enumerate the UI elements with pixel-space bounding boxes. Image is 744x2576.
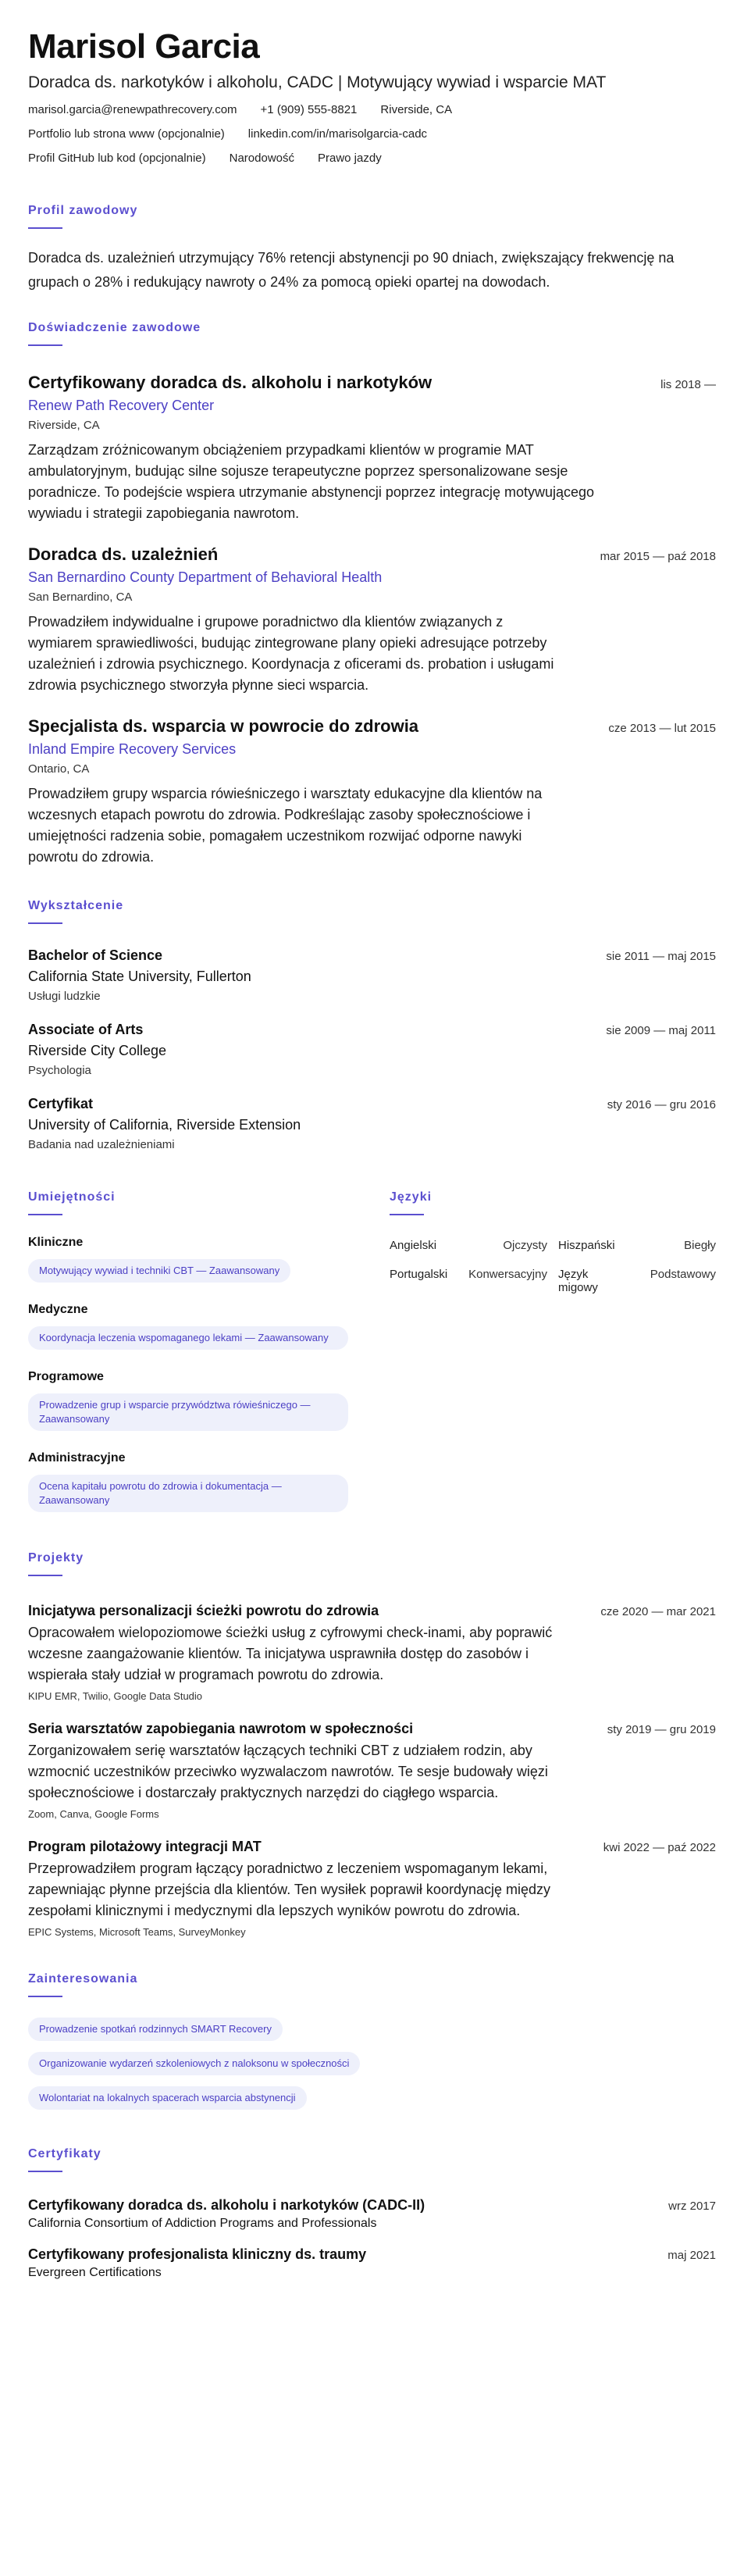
certificates-list xyxy=(28,2197,716,2280)
education-section xyxy=(28,899,716,1151)
project-tech: EPIC Systems, Microsoft Teams, SurveyMonkey xyxy=(28,1926,246,1939)
interests-list xyxy=(28,2018,716,2121)
project-tech: Zoom, Canva, Google Forms xyxy=(28,1808,159,1821)
language-name: Język migowy xyxy=(558,1268,598,1295)
job-company: San Bernardino County Department of Behavioral Health xyxy=(28,569,383,586)
languages-grid xyxy=(390,1239,716,1294)
contact-github[interactable]: Profil GitHub lub kod (opcjonalnie) xyxy=(28,152,206,166)
language-name: Angielski xyxy=(390,1239,437,1253)
experience-item xyxy=(28,373,716,524)
language-name: Hiszpański xyxy=(558,1239,615,1253)
education-degree: Associate of Arts xyxy=(28,1022,144,1038)
education-item xyxy=(28,947,716,1003)
project-dates: sty 2019 — gru 2019 xyxy=(607,1723,716,1737)
profile-summary: Doradca ds. uzależnień utrzymujący 76% retencji abstynencji po 90 dniach, zwiększający frekwencję na grupach o 28% i redukujący nawroty o 24% za pomocą opieki opartej na dowodach. xyxy=(28,250,675,291)
certificate-item xyxy=(28,2246,716,2280)
projects-section xyxy=(28,1551,716,1938)
job-company: Inland Empire Recovery Services xyxy=(28,741,237,758)
section-title: Profil zawodowy xyxy=(28,204,138,218)
project-dates: cze 2020 — mar 2021 xyxy=(600,1605,716,1619)
education-school: University of California, Riverside Extension xyxy=(28,1117,301,1133)
education-degree: Bachelor of Science xyxy=(28,947,163,964)
education-school: California State University, Fullerton xyxy=(28,969,251,985)
contact-nationality: Narodowość xyxy=(229,152,294,166)
profile-section xyxy=(28,204,716,294)
job-location: Ontario, CA xyxy=(28,762,90,776)
section-title: Certyfikaty xyxy=(28,2147,101,2161)
job-description: Prowadziłem indywidualne i grupowe poradnictwo dla klientów związanych z wymiarem sprawiedliwości, budując zintegrowane plany opieki adresujące potrzeby uzależnień i zdrowia psychicznego. Koordynacja z oficerami ds. probation i usługami zdrowia psychicznego stworzyła płynne sieci wsparcia. xyxy=(28,614,554,694)
interest-chip: Organizowanie wydarzeń szkoleniowych z naloksonu w społeczności xyxy=(28,2052,360,2075)
skill-chip: Prowadzenie grup i wsparcie przywództwa rówieśniczego — Zaawansowany xyxy=(28,1393,348,1431)
section-title: Projekty xyxy=(28,1551,84,1565)
experience-section xyxy=(28,321,716,868)
job-company: Renew Path Recovery Center xyxy=(28,398,215,414)
language-level: Podstawowy xyxy=(650,1268,716,1282)
experience-item xyxy=(28,544,716,696)
education-list xyxy=(28,947,716,1151)
project-item xyxy=(28,1839,716,1938)
section-divider xyxy=(28,227,62,229)
education-dates: sie 2009 — maj 2011 xyxy=(606,1024,716,1038)
education-item xyxy=(28,1096,716,1151)
section-divider xyxy=(28,2171,62,2172)
education-field: Badania nad uzależnieniami xyxy=(28,1138,175,1152)
contact-email[interactable]: marisol.garcia@renewpathrecovery.com xyxy=(28,103,237,117)
section-divider xyxy=(28,1996,62,1997)
experience-item xyxy=(28,716,716,868)
project-description: Zorganizowałem serię warsztatów łączących techniki CBT z udziałem rodzin, aby wzmocnić uczestników przeciwko wyzwalaczom nawrotów. Te sesje budowały więzi społecznościowe i dostarczały praktycznych narzędzi do ciągłego wsparcia. xyxy=(28,1743,548,1801)
contact-row-links xyxy=(28,127,716,141)
job-dates: lis 2018 — xyxy=(660,378,716,392)
language-item xyxy=(558,1239,716,1252)
language-item xyxy=(390,1268,547,1294)
education-dates: sty 2016 — gru 2016 xyxy=(607,1098,716,1112)
certificate-date: maj 2021 xyxy=(667,2249,716,2263)
certificate-date: wrz 2017 xyxy=(668,2200,716,2214)
skill-category: Medyczne xyxy=(28,1303,88,1317)
section-title: Zainteresowania xyxy=(28,1972,138,1986)
interest-chip: Wolontariat na lokalnych spacerach wsparcia abstynencji xyxy=(28,2086,307,2110)
education-degree: Certyfikat xyxy=(28,1096,94,1112)
job-title: Specjalista ds. wsparcia w powrocie do zdrowia xyxy=(28,716,419,737)
candidate-headline: Doradca ds. narkotyków i alkoholu, CADC | Motywujący wywiad i wsparcie MAT xyxy=(28,73,607,92)
candidate-name: Marisol Garcia xyxy=(28,27,260,66)
resume-header xyxy=(28,28,716,165)
projects-list xyxy=(28,1603,716,1938)
experience-list xyxy=(28,373,716,868)
project-dates: kwi 2022 — paź 2022 xyxy=(603,1841,716,1855)
skill-chip: Ocena kapitału powrotu do zdrowia i dokumentacja — Zaawansowany xyxy=(28,1475,348,1512)
section-divider xyxy=(28,922,62,924)
contact-portfolio[interactable]: Portfolio lub strona www (opcjonalnie) xyxy=(28,127,225,141)
project-name: Program pilotażowy integracji MAT xyxy=(28,1839,262,1855)
project-name: Seria warsztatów zapobiegania nawrotom w społeczności xyxy=(28,1721,414,1737)
contact-phone[interactable]: +1 (909) 555-8821 xyxy=(260,103,358,117)
education-field: Usługi ludzkie xyxy=(28,990,101,1004)
job-description: Prowadziłem grupy wsparcia rówieśniczego i warsztaty edukacyjne dla klientów na wczesnych etapach powrotu do zdrowia. Podkreślając zasoby społecznościowe i umiejętności radzenia sobie, pomagałem uczestnikom rozwijać odporne nawyki powrotu do zdrowia. xyxy=(28,786,543,865)
skill-chip: Koordynacja leczenia wspomaganego lekami — Zaawansowany xyxy=(28,1326,348,1350)
skill-category: Programowe xyxy=(28,1370,104,1384)
education-dates: sie 2011 — maj 2015 xyxy=(606,950,716,964)
skill-category: Kliniczne xyxy=(28,1236,84,1250)
job-dates: mar 2015 — paź 2018 xyxy=(600,550,716,564)
certificates-section xyxy=(28,2147,716,2280)
job-description: Zarządzam zróżnicowanym obciążeniem przypadkami klientów w programie MAT ambulatoryjnym, budując silne sojusze terapeutyczne poprzez spersonalizowane sesje poradnicze. To podejście wspiera utrzymanie abstynencji poprzez integrację motywującego wywiadu i strategii zapobiegania nawrotom. xyxy=(28,442,595,522)
section-title: Języki xyxy=(390,1190,433,1204)
section-divider xyxy=(28,344,62,346)
job-dates: cze 2013 — lut 2015 xyxy=(608,722,716,736)
language-name: Portugalski xyxy=(390,1268,448,1282)
section-divider xyxy=(28,1214,62,1215)
education-school: Riverside City College xyxy=(28,1043,167,1059)
job-title: Certyfikowany doradca ds. alkoholu i narkotyków xyxy=(28,373,433,393)
section-title: Doświadczenie zawodowe xyxy=(28,321,201,335)
certificate-issuer: California Consortium of Addiction Programs and Professionals xyxy=(28,2217,377,2231)
certificate-name: Certyfikowany profesjonalista kliniczny ds. traumy xyxy=(28,2246,367,2263)
project-item xyxy=(28,1721,716,1820)
contact-location: Riverside, CA xyxy=(380,103,453,117)
interests-section xyxy=(28,1972,716,2121)
skill-category: Administracyjne xyxy=(28,1451,126,1465)
section-divider xyxy=(28,1575,62,1576)
job-location: Riverside, CA xyxy=(28,419,100,433)
education-item xyxy=(28,1022,716,1077)
skills-languages-row xyxy=(28,1190,716,1512)
certificate-issuer: Evergreen Certifications xyxy=(28,2266,162,2280)
contact-row xyxy=(28,103,716,116)
languages-section xyxy=(390,1190,716,1512)
project-name: Inicjatywa personalizacji ścieżki powrotu do zdrowia xyxy=(28,1603,379,1619)
certificate-name: Certyfikowany doradca ds. alkoholu i narkotyków (CADC-II) xyxy=(28,2197,425,2214)
project-tech: KIPU EMR, Twilio, Google Data Studio xyxy=(28,1690,203,1703)
contact-drivers-license: Prawo jazdy xyxy=(318,152,382,166)
project-description: Opracowałem wielopoziomowe ścieżki usług z cyfrowymi check-inami, aby poprawić wczesne zaangażowanie klientów. Ta inicjatywa usprawniła dostęp do zasobów i wspierała stały udział w programach powrotu do zdrowia. xyxy=(28,1625,553,1683)
certificate-item xyxy=(28,2197,716,2231)
job-location: San Bernardino, CA xyxy=(28,590,133,605)
skill-chip: Motywujący wywiad i techniki CBT — Zaawansowany xyxy=(28,1259,290,1283)
contact-linkedin[interactable]: linkedin.com/in/marisolgarcia-cadc xyxy=(247,127,428,141)
language-level: Ojczysty xyxy=(503,1239,547,1253)
language-level: Biegły xyxy=(684,1239,716,1253)
language-level: Konwersacyjny xyxy=(468,1268,547,1282)
section-title: Wykształcenie xyxy=(28,899,124,913)
language-item xyxy=(390,1239,547,1252)
section-title: Umiejętności xyxy=(28,1190,116,1204)
contact-row-extra xyxy=(28,152,716,165)
skills-section xyxy=(28,1190,348,1512)
project-item xyxy=(28,1603,716,1702)
interest-chip: Prowadzenie spotkań rodzinnych SMART Recovery xyxy=(28,2018,283,2041)
job-title: Doradca ds. uzależnień xyxy=(28,544,219,565)
language-item xyxy=(558,1268,716,1294)
section-divider xyxy=(390,1214,424,1215)
project-description: Przeprowadziłem program łączący poradnictwo z leczeniem wspomaganym lekami, zapewniając płynne przejścia dla klientów. Ten wysiłek poprawił koordynację między zespołami klinicznymi i medycznymi dla lepszych wyników powrotu do zdrowia. xyxy=(28,1861,551,1919)
education-field: Psychologia xyxy=(28,1064,91,1078)
